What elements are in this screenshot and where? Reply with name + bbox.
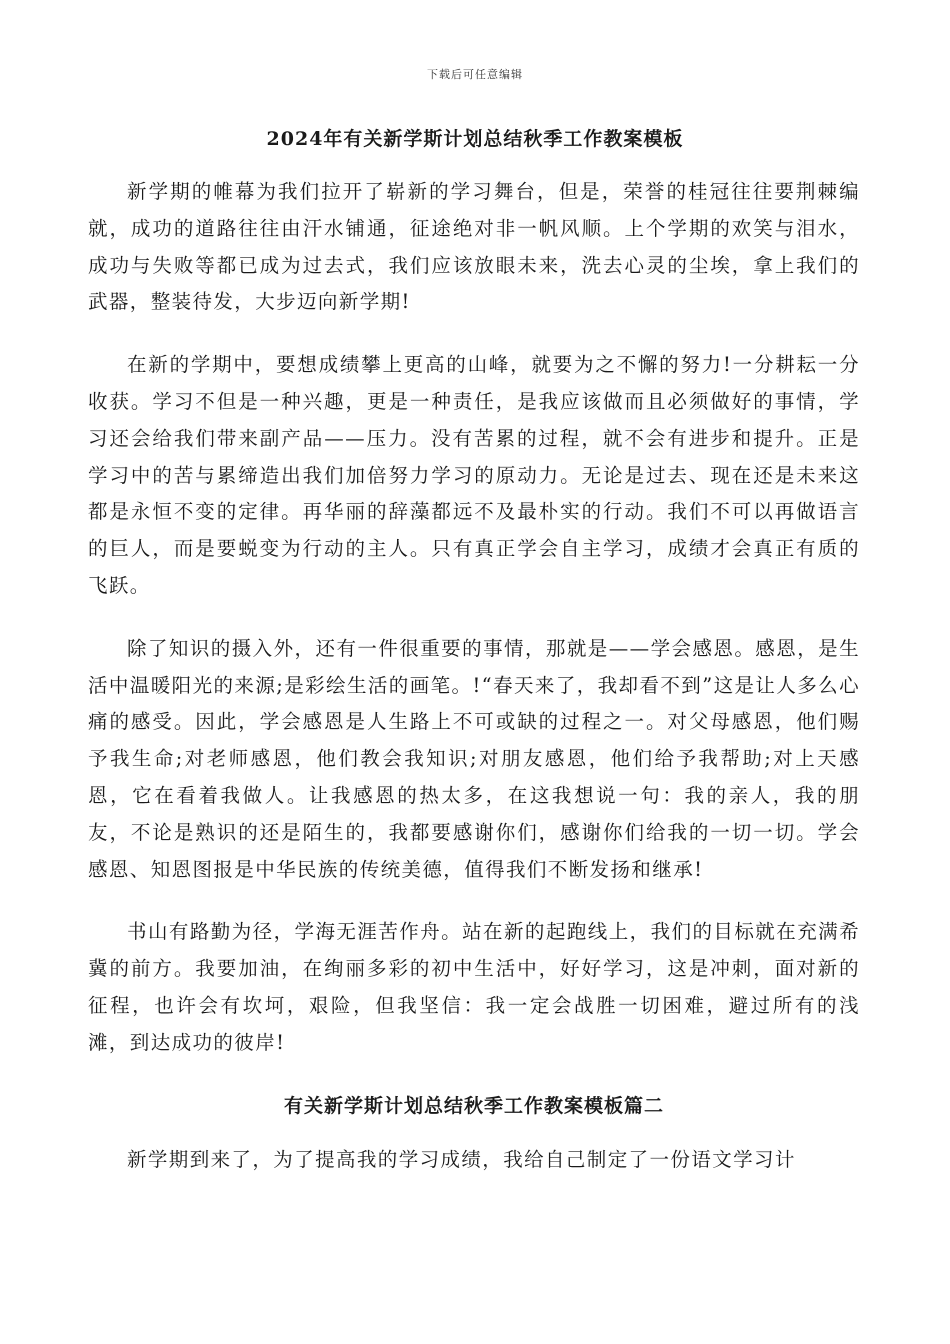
section-2-paragraph: 新学期到来了，为了提高我的学习成绩，我给自己制定了一份语文学习计 xyxy=(127,1147,796,1171)
paragraph-4: 书山有路勤为径，学海无涯苦作舟。站在新的起跑线上，我们的目标就在充满希冀的前方。我要加油，在绚丽多彩的初中生活中，好好学习，这是冲刺，面对新的征程，也许会有坎坷，艰险，但我坚信：我一定会战胜一切困难，避过所有的浅滩，到达成功的彼岸! xyxy=(88,920,860,1054)
paragraph-2: 在新的学期中，要想成绩攀上更高的山峰，就要为之不懈的努力!一分耕耘一分收获。学习不但是一种兴趣，更是一种责任，是我应该做而且必须做好的事情，学习还会给我们带来副产品——压力。没有苦累的过程，就不会有进步和提升。正是学习中的苦与累缔造出我们加倍努力学习的原动力。无论是过去、现在还是未来这都是永恒不变的定律。再华丽的辞藻都远不及最朴实的行动。我们不可以再做语言的巨人，而是要蜕变为行动的主人。只有真正学会自主学习，成绩才会真正有质的飞跃。 xyxy=(88,353,860,597)
document-title: 2024年有关新学斯计划总结秋季工作教案模板 xyxy=(266,128,684,150)
document-body xyxy=(88,174,860,1204)
paragraph-3: 除了知识的摄入外，还有一件很重要的事情，那就是——学会感恩。感恩，是生活中温暖阳光的来源;是彩绘生活的画笔。!“春天来了，我却看不到”这是让人多么心痛的感受。因此，学会感恩是人生路上不可或缺的过程之一。对父母感恩，他们赐予我生命;对老师感恩，他们教会我知识;对朋友感恩，他们给予我帮助;对上天感恩，它在看着我做人。让我感恩的热太多，在这我想说一句：我的亲人，我的朋友，不论是熟识的还是陌生的，我都要感谢你们，感谢你们给我的一切一切。学会感恩、知恩图报是中华民族的传统美德，值得我们不断发扬和继承! xyxy=(88,636,860,881)
section-2-title: 有关新学斯计划总结秋季工作教案模板篇二 xyxy=(283,1094,664,1117)
paragraph-1: 新学期的帷幕为我们拉开了崭新的学习舞台，但是，荣誉的桂冠往往要荆棘编就，成功的道路往往由汗水铺通，征途绝对非一帆风顺。上个学期的欢笑与泪水，成功与失败等都已成为过去式，我们应该放眼未来，洗去心灵的尘埃，拿上我们的武器，整装待发，大步迈向新学期! xyxy=(88,180,860,314)
header-note: 下载后可任意编辑 xyxy=(427,68,523,81)
